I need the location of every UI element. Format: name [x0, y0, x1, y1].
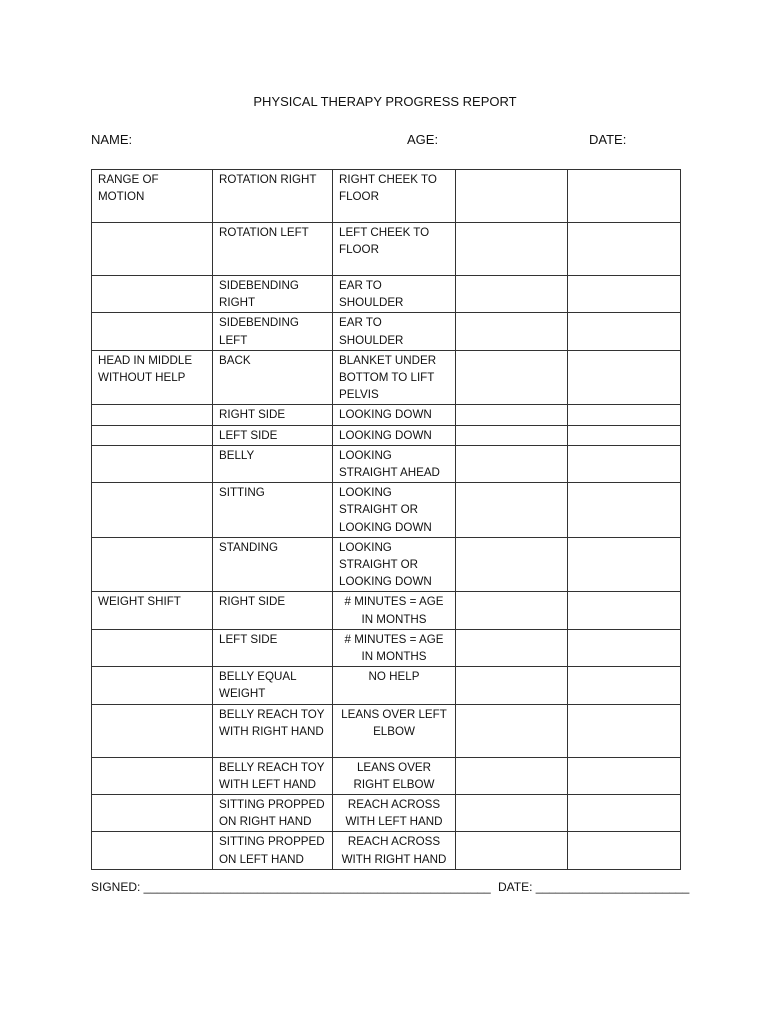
entry-cell-2[interactable]	[568, 537, 681, 592]
activity-cell: RIGHT SIDE	[213, 592, 333, 629]
category-cell	[92, 276, 213, 313]
table-row	[92, 667, 681, 704]
table-row	[92, 537, 681, 592]
category-cell	[92, 313, 213, 350]
table-row	[92, 276, 681, 313]
criteria-cell: LEFT CHEEK TO FLOOR	[333, 223, 456, 276]
entry-cell-1[interactable]	[456, 832, 568, 869]
entry-cell-1[interactable]	[456, 313, 568, 350]
entry-cell-1[interactable]	[456, 483, 568, 538]
category-cell	[92, 483, 213, 538]
entry-cell-2[interactable]	[568, 483, 681, 538]
activity-cell: BELLY	[213, 445, 333, 482]
activity-cell: SIDEBENDING LEFT	[213, 313, 333, 350]
signed-line: SIGNED: ____________________________________________________	[91, 880, 491, 894]
activity-cell: SIDEBENDING RIGHT	[213, 276, 333, 313]
footer-date-line: DATE: _______________________	[498, 880, 690, 894]
table-row	[92, 313, 681, 350]
entry-cell-2[interactable]	[568, 832, 681, 869]
category-cell: RANGE OF MOTION	[92, 170, 213, 223]
entry-cell-1[interactable]	[456, 667, 568, 704]
criteria-cell: LOOKING DOWN	[333, 405, 456, 425]
activity-cell: BELLY REACH TOY WITH LEFT HAND	[213, 757, 333, 794]
table-row	[92, 170, 681, 223]
category-cell	[92, 667, 213, 704]
category-cell	[92, 629, 213, 666]
criteria-cell: BLANKET UNDER BOTTOM TO LIFT PELVIS	[333, 350, 456, 405]
category-cell	[92, 795, 213, 832]
entry-cell-2[interactable]	[568, 170, 681, 223]
category-cell	[92, 832, 213, 869]
table-row	[92, 832, 681, 869]
table-row	[92, 483, 681, 538]
entry-cell-2[interactable]	[568, 405, 681, 425]
entry-cell-2[interactable]	[568, 629, 681, 666]
criteria-cell: LOOKING STRAIGHT OR LOOKING DOWN	[333, 483, 456, 538]
name-label: NAME:	[91, 132, 133, 147]
entry-cell-1[interactable]	[456, 425, 568, 445]
table-row	[92, 795, 681, 832]
criteria-cell: REACH ACROSS WITH LEFT HAND	[333, 795, 456, 832]
category-cell	[92, 405, 213, 425]
entry-cell-1[interactable]	[456, 704, 568, 757]
page-title: PHYSICAL THERAPY PROGRESS REPORT	[253, 94, 517, 109]
entry-cell-2[interactable]	[568, 350, 681, 405]
entry-cell-1[interactable]	[456, 276, 568, 313]
entry-cell-1[interactable]	[456, 629, 568, 666]
entry-cell-2[interactable]	[568, 667, 681, 704]
entry-cell-2[interactable]	[568, 425, 681, 445]
activity-cell: RIGHT SIDE	[213, 405, 333, 425]
category-cell	[92, 704, 213, 757]
activity-cell: BACK	[213, 350, 333, 405]
table-row	[92, 350, 681, 405]
date-label: DATE:	[589, 132, 627, 147]
category-cell	[92, 445, 213, 482]
entry-cell-2[interactable]	[568, 445, 681, 482]
entry-cell-2[interactable]	[568, 592, 681, 629]
entry-cell-2[interactable]	[568, 223, 681, 276]
category-cell	[92, 425, 213, 445]
activity-cell: LEFT SIDE	[213, 629, 333, 666]
activity-cell: STANDING	[213, 537, 333, 592]
entry-cell-1[interactable]	[456, 350, 568, 405]
criteria-cell: # MINUTES = AGE IN MONTHS	[333, 629, 456, 666]
entry-cell-1[interactable]	[456, 795, 568, 832]
category-cell: WEIGHT SHIFT	[92, 592, 213, 629]
table-row	[92, 223, 681, 276]
entry-cell-2[interactable]	[568, 795, 681, 832]
criteria-cell: LEANS OVER LEFT ELBOW	[333, 704, 456, 757]
activity-cell: LEFT SIDE	[213, 425, 333, 445]
criteria-cell: REACH ACROSS WITH RIGHT HAND	[333, 832, 456, 869]
table-row	[92, 445, 681, 482]
entry-cell-1[interactable]	[456, 592, 568, 629]
entry-cell-1[interactable]	[456, 405, 568, 425]
criteria-cell: LOOKING DOWN	[333, 425, 456, 445]
progress-table	[91, 169, 681, 870]
entry-cell-2[interactable]	[568, 704, 681, 757]
activity-cell: BELLY REACH TOY WITH RIGHT HAND	[213, 704, 333, 757]
category-cell: HEAD IN MIDDLE WITHOUT HELP	[92, 350, 213, 405]
activity-cell: ROTATION LEFT	[213, 223, 333, 276]
table-row	[92, 629, 681, 666]
criteria-cell: EAR TO SHOULDER	[333, 313, 456, 350]
entry-cell-1[interactable]	[456, 757, 568, 794]
criteria-cell: LEANS OVER RIGHT ELBOW	[333, 757, 456, 794]
activity-cell: SITTING PROPPED ON LEFT HAND	[213, 832, 333, 869]
activity-cell: SITTING	[213, 483, 333, 538]
entry-cell-1[interactable]	[456, 223, 568, 276]
activity-cell: BELLY EQUAL WEIGHT	[213, 667, 333, 704]
criteria-cell: EAR TO SHOULDER	[333, 276, 456, 313]
table-row	[92, 757, 681, 794]
entry-cell-1[interactable]	[456, 170, 568, 223]
criteria-cell: RIGHT CHEEK TO FLOOR	[333, 170, 456, 223]
entry-cell-2[interactable]	[568, 757, 681, 794]
entry-cell-2[interactable]	[568, 276, 681, 313]
criteria-cell: LOOKING STRAIGHT OR LOOKING DOWN	[333, 537, 456, 592]
criteria-cell: # MINUTES = AGE IN MONTHS	[333, 592, 456, 629]
table-row	[92, 704, 681, 757]
table-row	[92, 425, 681, 445]
entry-cell-1[interactable]	[456, 445, 568, 482]
table-row	[92, 405, 681, 425]
category-cell	[92, 223, 213, 276]
entry-cell-2[interactable]	[568, 313, 681, 350]
category-cell	[92, 757, 213, 794]
table-row	[92, 592, 681, 629]
entry-cell-1[interactable]	[456, 537, 568, 592]
activity-cell: SITTING PROPPED ON RIGHT HAND	[213, 795, 333, 832]
criteria-cell: NO HELP	[333, 667, 456, 704]
activity-cell: ROTATION RIGHT	[213, 170, 333, 223]
criteria-cell: LOOKING STRAIGHT AHEAD	[333, 445, 456, 482]
category-cell	[92, 537, 213, 592]
age-label: AGE:	[407, 132, 439, 147]
